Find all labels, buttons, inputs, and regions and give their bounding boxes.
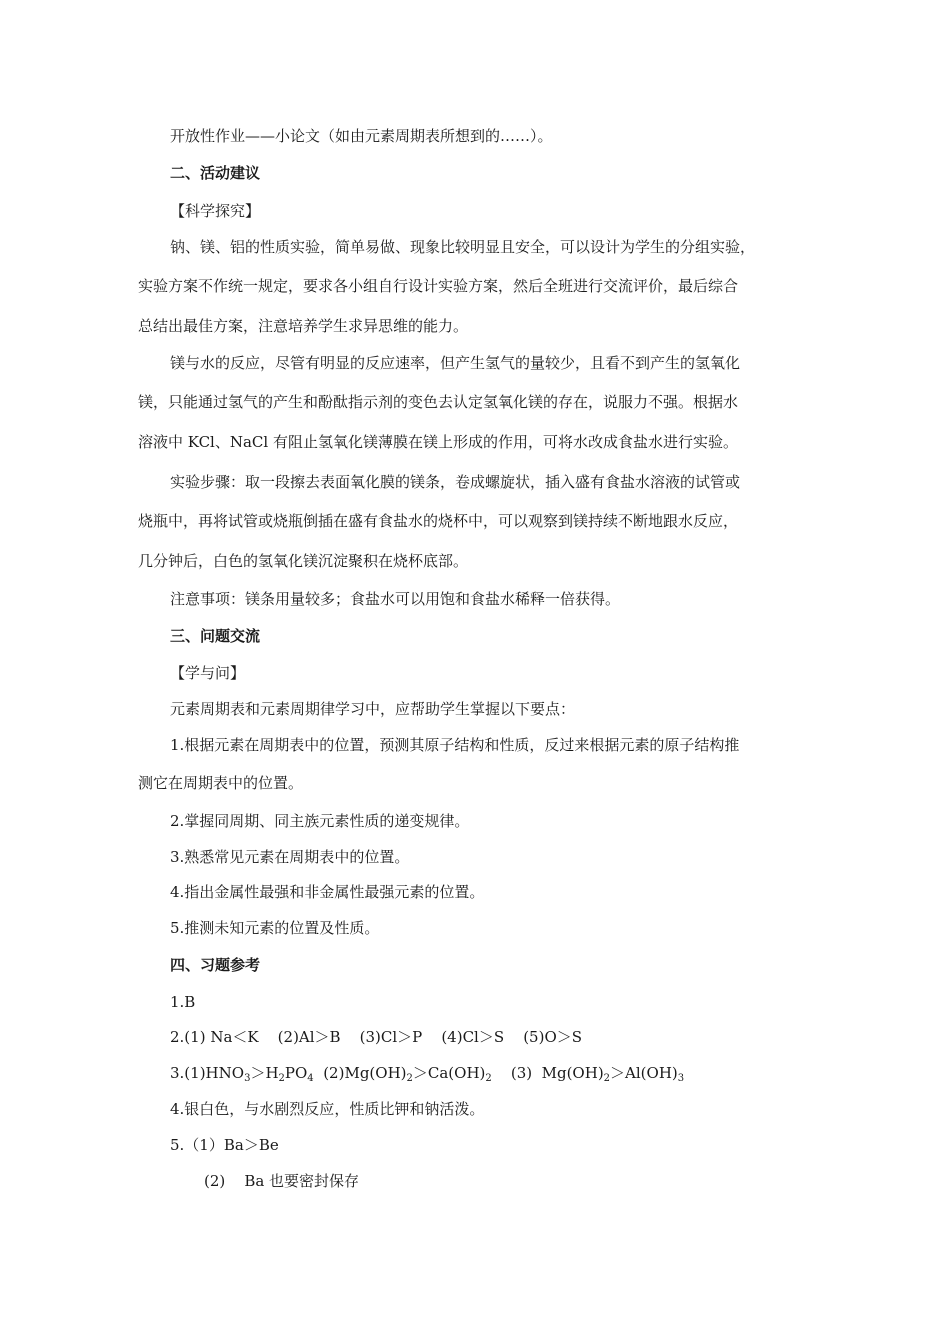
answer-text: ＞H	[250, 1064, 279, 1082]
subscript: 2	[485, 1073, 492, 1084]
text-line: 几分钟后，白色的氢氧化镁沉淀聚积在烧杯底部。	[138, 552, 469, 570]
subscript: 4	[307, 1073, 314, 1084]
subscript: 3	[677, 1073, 685, 1084]
text-line: 元素周期表和元素周期律学习中，应帮助学生掌握以下要点：	[170, 700, 576, 718]
answer-line: (2) Ba 也要密封保存	[204, 1172, 360, 1190]
list-item: 3.熟悉常见元素在周期表中的位置。	[170, 848, 410, 866]
answer-text: 3.(1)HNO	[170, 1064, 245, 1082]
answer-text: (3) Mg(OH)	[491, 1064, 604, 1082]
answer-line	[170, 1063, 684, 1083]
text-line: 总结出最佳方案，注意培养学生求异思维的能力。	[138, 317, 469, 335]
text-line: 开放性作业——小论文（如由元素周期表所想到的……）。	[170, 127, 553, 145]
answer-text: ＞Ca(OH)	[412, 1064, 486, 1082]
text-line: 镁，只能通过氢气的产生和酚酞指示剂的变色去认定氢氧化镁的存在，说服力不强。根据水	[138, 393, 739, 411]
answer-line: 4.银白色，与水剧烈反应，性质比钾和钠活泼。	[170, 1100, 485, 1118]
section-heading: 四、习题参考	[170, 956, 261, 974]
text-line: 烧瓶中，再将试管或烧瓶倒插在盛有食盐水的烧杯中，可以观察到镁持续不断地跟水反应，	[138, 512, 739, 530]
answer-text: (2)Mg(OH)	[313, 1064, 407, 1082]
answer-text: PO	[284, 1064, 308, 1082]
text-line: 镁与水的反应，尽管有明显的反应速率，但产生氢气的量较少，且看不到产生的氢氧化	[170, 354, 741, 372]
text-line: 实验方案不作统一规定，要求各小组自行设计实验方案，然后全班进行交流评价，最后综合	[138, 277, 739, 295]
list-item-continuation: 测它在周期表中的位置。	[138, 774, 304, 792]
text-line: 注意事项：镁条用量较多；食盐水可以用饱和食盐水稀释一倍获得。	[170, 590, 621, 608]
answer-line: 2.(1) Na＜K (2)Al＞B (3)Cl＞P (4)Cl＞S (5)O＞S	[170, 1028, 583, 1046]
list-item: 4.指出金属性最强和非金属性最强元素的位置。	[170, 883, 485, 901]
answer-line: 1.B	[170, 993, 196, 1011]
subscript: 2	[278, 1073, 285, 1084]
subsection-label: 【学与问】	[170, 664, 246, 682]
answer-text: ＞Al(OH)	[610, 1064, 678, 1082]
subsection-label: 【科学探究】	[170, 202, 261, 220]
list-item: 5.推测未知元素的位置及性质。	[170, 919, 380, 937]
text-line: 溶液中 KCl、NaCl 有阻止氢氧化镁薄膜在镁上形成的作用，可将水改成食盐水进行实验。	[138, 433, 738, 451]
list-item: 2.掌握同周期、同主族元素性质的递变规律。	[170, 812, 470, 830]
subscript: 2	[406, 1073, 413, 1084]
section-heading: 二、活动建议	[170, 164, 261, 182]
text-line: 钠、镁、铝的性质实验，简单易做、现象比较明显且安全，可以设计为学生的分组实验，	[170, 238, 756, 256]
text-line: 实验步骤：取一段擦去表面氧化膜的镁条，卷成螺旋状，插入盛有食盐水溶液的试管或	[170, 473, 741, 491]
subscript: 3	[244, 1073, 251, 1084]
section-heading: 三、问题交流	[170, 627, 261, 645]
list-item: 1.根据元素在周期表中的位置，预测其原子结构和性质，反过来根据元素的原子结构推	[170, 736, 740, 754]
subscript: 2	[603, 1073, 611, 1084]
answer-line: 5.（1）Ba＞Be	[170, 1136, 279, 1154]
